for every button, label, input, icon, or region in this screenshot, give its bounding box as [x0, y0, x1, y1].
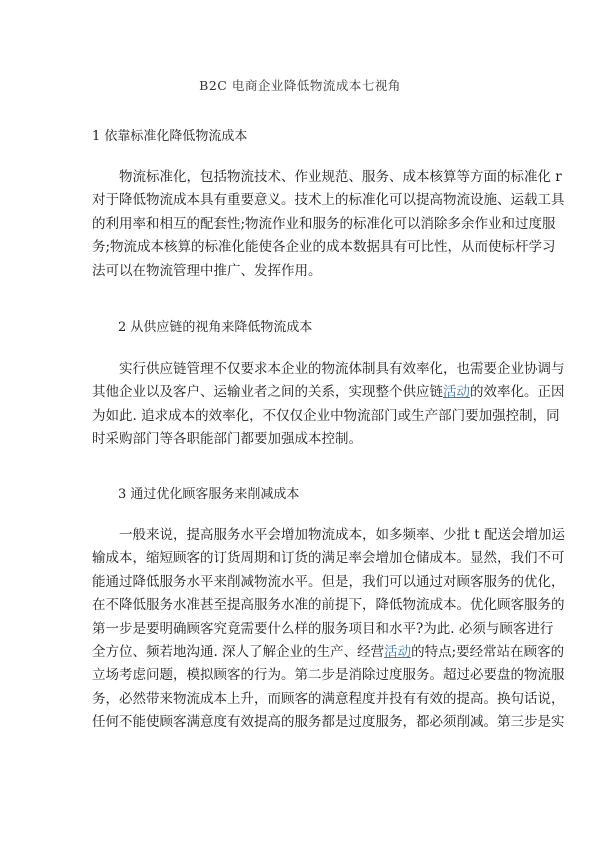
- paragraph-text: 的特点;要经常站在顾客的: [411, 644, 565, 661]
- paragraph-line: 输成本，缩短顾客的订货周期和订货的满足率会增加仓储成本。显然，我们不可: [92, 550, 565, 567]
- paragraph-line: 务;物流成本核算的标准化能使各企业的成本数据具有可比性，从而使标杆学习: [92, 239, 556, 256]
- paragraph-line: 能通过降低服务水平来削减物流水平。但是，我们可以通过对顾客服务的优化，: [92, 573, 565, 590]
- paragraph-text: 的效率化。正因: [470, 384, 565, 401]
- paragraph-line: 对于降低物流成本具有重要意义。技术上的标准化可以提高物流设施、运载工具: [92, 192, 565, 209]
- section-3-heading: 3 通过优化顾客服务来削减成本: [118, 487, 300, 502]
- section-1-heading: 1 依靠标准化降低物流成本: [92, 129, 248, 144]
- paragraph-line: 立场考虑问题，模拟顾客的行为。第二步是消除过度服务。超过必要盘的物流服: [92, 667, 565, 684]
- paragraph-line: 务，必然带来物流成本上升，而顾客的满意程度并投有有效的提高。换句话说，: [92, 690, 565, 707]
- activity-link[interactable]: 活动: [384, 644, 412, 661]
- paragraph-line: 法可以在物流管理中推广、发挥作用。: [92, 262, 322, 279]
- paragraph-line: [92, 381, 565, 404]
- paragraph-line: 实行供应链管理不仅要求本企业的物流体制具有效率化，也需要企业协调与: [119, 361, 565, 377]
- activity-link[interactable]: 活动: [443, 384, 470, 401]
- paragraph-line: 在不降低服务水准甚至提高服务水准的前提下，降低物流成本。优化顾客服务的: [92, 597, 565, 614]
- paragraph-line: 为如此. 追求成本的效率化，不仅仅企业中物流部门或生产部门要加强控制，同: [92, 407, 560, 424]
- document-title: B2C 电商企业降低物流成本七视角: [199, 78, 401, 93]
- section-1-paragraph: [92, 166, 565, 283]
- paragraph-line: 时采购部门等各职能部门都要加强成本控制。: [92, 431, 362, 448]
- paragraph-line: 的利用率和相互的配套性;物流作业和服务的标准化可以消除多余作业和过度服: [92, 215, 556, 232]
- paragraph-text: 全方位、频若地沟通. 深人了解企业的生产、经营: [92, 644, 385, 661]
- paragraph-text: 其他企业以及客户、运输业者之间的关系，实现整个供应链: [92, 384, 443, 401]
- paragraph-line: 第一步是要明确顾客究竟需要什么样的服务项目和水平?为此. 必须与顾客进行: [92, 620, 554, 637]
- paragraph-line: 物流标准化，包括物流技术、作业规范、服务、成本核算等方面的标准化 r: [119, 169, 562, 185]
- paragraph-line: 一般来说，提高服务水平会增加物流成本，如多频率、少批 t 配送会增加运: [119, 527, 566, 543]
- paragraph-line: [92, 641, 565, 664]
- section-3-paragraph: [92, 524, 566, 735]
- section-2-paragraph: [92, 358, 565, 452]
- paragraph-line: 任何不能使顾客满意度有效提高的服务都是过度服务，都必须削减。第三步是实: [92, 714, 565, 731]
- section-2-heading: 2 从供应链的视角来降低物流成本: [118, 320, 313, 335]
